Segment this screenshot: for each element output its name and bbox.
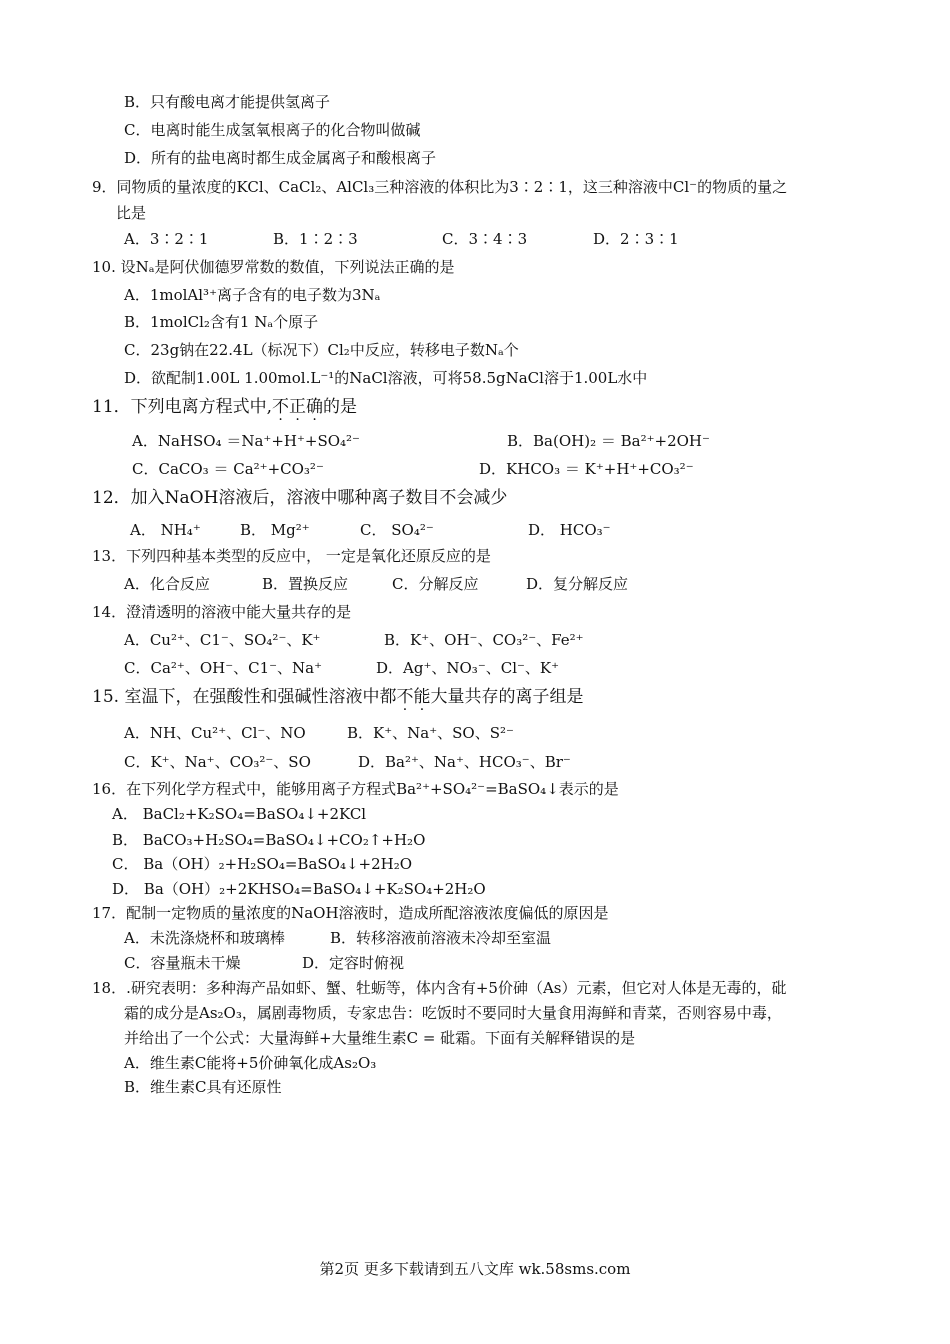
q18-option-a: A．维生素C能将+5价砷氧化成As₂O₃ [124,1054,377,1072]
q15-emphasis-char: 能 [413,687,431,707]
q14-option-b: B．K⁺、OH⁻、CO₃²⁻、Fe²⁺ [384,631,584,649]
q9-option-c: C．3∶4∶3 [442,230,528,248]
q17-option-b: B．转移溶液前溶液未冷却至室温 [330,929,552,947]
q10-option-b: B．1molCl₂含有1 Nₐ个原子 [124,313,319,331]
q9-stem-line1: 9．同物质的量浓度的KCl、CaCl₂、AlCl₃三种溶液的体积比为3∶2∶1，这三种溶液中Cl⁻的物质的量之 [92,178,788,196]
q15-option-a: A．NH、Cu²⁺、Cl⁻、NO [124,724,306,742]
q8-option-d: D．所有的盐电离时都生成金属离子和酸根离子 [124,149,437,167]
q8-option-c: C．电离时能生成氢氧根离子的化合物叫做碱 [124,121,421,139]
q11-stem [92,397,357,417]
q11-emphasis-char: 正 [289,397,307,417]
q15-stem-pre: 15. 室温下，在强酸性和强碱性溶液中都 [92,687,397,707]
q13-option-b: B．置换反应 [262,575,349,593]
q12-option-d: D． HCO₃⁻ [528,521,611,539]
q17-option-a: A．未洗涤烧杯和玻璃棒 [124,929,285,947]
q14-option-c: C．Ca²⁺、OH⁻、C1⁻、Na⁺ [124,659,323,677]
q15-option-d: D．Ba²⁺、Na⁺、HCO₃⁻、Br⁻ [358,753,571,771]
q14-option-d: D．Ag⁺、NO₃⁻、Cl⁻、K⁺ [376,659,560,677]
q15-stem-post: 大量共存的离子组是 [430,687,584,707]
q11-option-c: C．CaCO₃ ＝ Ca²⁺+CO₃²⁻ [132,460,324,478]
q9-stem-line2: 比是 [116,204,147,222]
q9-option-d: D．2∶3∶1 [593,230,679,248]
q15-option-b: B．K⁺、Na⁺、SO、S²⁻ [347,724,514,742]
q12-stem: 12．加入NaOH溶液后，溶液中哪种离子数目不会减少 [92,488,508,508]
q10-option-d: D．欲配制1.00L 1.00mol.L⁻¹的NaCl溶液，可将58.5gNaCl溶于1.00L水中 [124,369,648,387]
q17-stem: 17．配制一定物质的量浓度的NaOH溶液时，造成所配溶液浓度偏低的原因是 [92,904,609,922]
q17-option-d: D．定容时俯视 [302,954,405,972]
q18-option-b: B．维生素C具有还原性 [124,1078,282,1096]
q11-option-d: D．KHCO₃ ＝ K⁺+H⁺+CO₃²⁻ [479,460,694,478]
q13-option-a: A．化合反应 [124,575,210,593]
q13-stem: 13．下列四种基本类型的反应中， 一定是氧化还原反应的是 [92,547,491,565]
q15-option-c: C．K⁺、Na⁺、CO₃²⁻、SO [124,753,311,771]
q18-stem-line3: 并给出了一个公式：大量海鲜+大量维生素C = 砒霜。下面有关解释错误的是 [124,1029,636,1047]
q10-stem: 10. 设Nₐ是阿伏伽德罗常数的数值，下列说法正确的是 [92,258,455,276]
q10-option-a: A．1molAl³⁺离子含有的电子数为3Nₐ [124,286,381,304]
q16-option-c: C． Ba（OH）₂+H₂SO₄=BaSO₄↓+2H₂O [112,855,413,873]
q15-emphasis-char: 不 [396,687,414,707]
page-footer: 第2页 更多下载请到五八文库 wk.58sms.com [319,1260,631,1278]
q15-stem [92,687,583,707]
q8-option-b: B．只有酸电离才能提供氢离子 [124,93,331,111]
q16-stem: 16．在下列化学方程式中，能够用离子方程式Ba²⁺+SO₄²⁻=BaSO₄↓表示的是 [92,780,619,798]
q10-option-c: C．23g钠在22.4L（标况下）Cl₂中反应，转移电子数Nₐ个 [124,341,519,359]
q14-option-a: A．Cu²⁺、C1⁻、SO₄²⁻、K⁺ [124,631,321,649]
q11-option-a: A．NaHSO₄ ＝Na⁺+H⁺+SO₄²⁻ [132,432,360,450]
q12-option-c: C． SO₄²⁻ [360,521,434,539]
q11-stem-pre: 11．下列电离方程式中, [92,397,273,417]
q14-stem: 14．澄清透明的溶液中能大量共存的是 [92,603,352,621]
q16-option-d: D． Ba（OH）₂+2KHSO₄=BaSO₄↓+K₂SO₄+2H₂O [112,880,486,898]
q16-option-b: B． BaCO₃+H₂SO₄=BaSO₄↓+CO₂↑+H₂O [112,831,426,849]
q9-option-a: A．3∶2∶1 [124,230,209,248]
q9-option-b: B．1∶2∶3 [273,230,358,248]
q11-emphasis-char: 确 [306,397,324,417]
q17-option-c: C．容量瓶未干燥 [124,954,241,972]
q18-stem-line1: 18．.研究表明：多种海产品如虾、蟹、牡蛎等，体内含有+5价砷（As）元素，但它对人体是无毒的，砒 [92,979,787,997]
q12-option-b: B． Mg²⁺ [240,521,310,539]
q11-emphasis-char: 不 [272,397,290,417]
q13-option-c: C．分解反应 [392,575,479,593]
q16-option-a: A． BaCl₂+K₂SO₄=BaSO₄↓+2KCl [112,805,367,823]
q12-option-a: A． NH₄⁺ [130,521,201,539]
q18-stem-line2: 霜的成分是As₂O₃，属剧毒物质，专家忠告：吃饭时不要同时大量食用海鲜和青菜，否则容易中毒， [124,1004,782,1022]
q13-option-d: D．复分解反应 [526,575,629,593]
q11-stem-post: 的是 [323,397,358,417]
q11-option-b: B．Ba(OH)₂ ＝ Ba²⁺+2OH⁻ [507,432,710,450]
